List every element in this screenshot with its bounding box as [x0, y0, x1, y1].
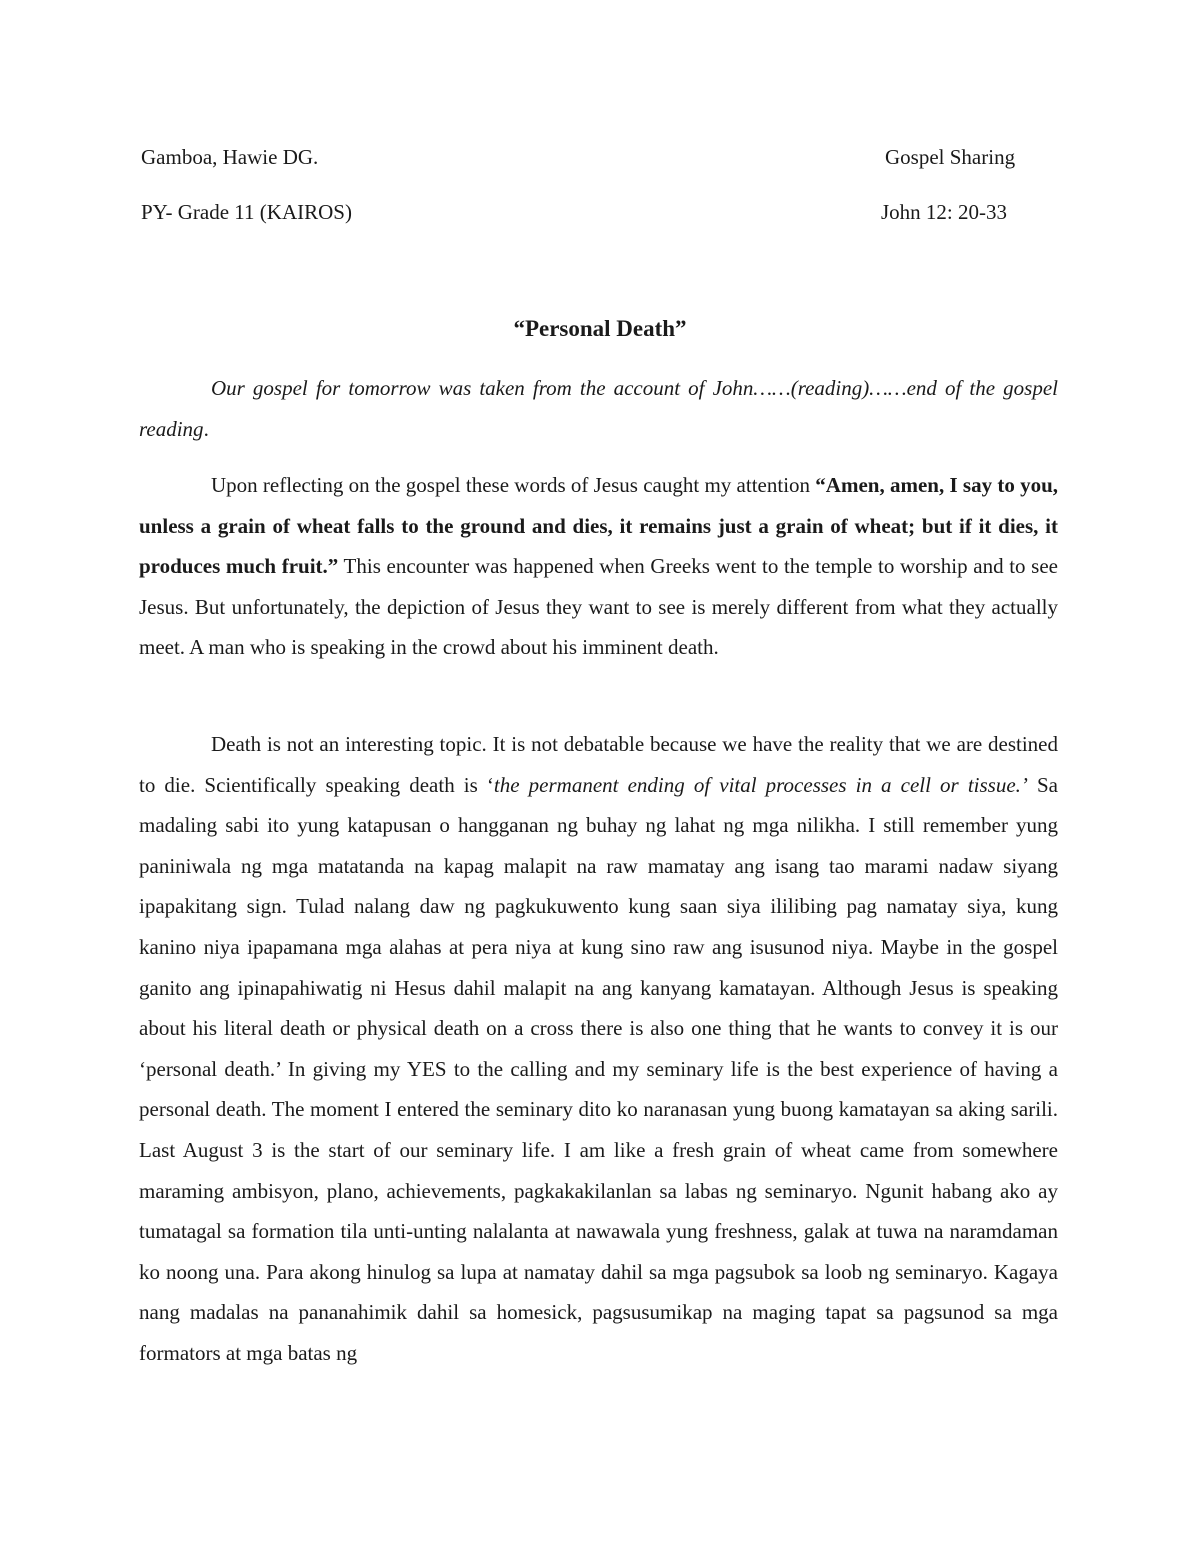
document-type: Gospel Sharing [885, 145, 1016, 169]
scripture-quote: “Amen, amen, I say to you, unless a grain of wheat falls to the ground and dies, it remains just a grain of wheat; but if it dies, it produces much fruit.” [139, 473, 1059, 579]
scripture-reference: John 12: 20-33 [881, 200, 1007, 224]
paragraph-reflection [139, 465, 1058, 668]
gospel-intro-tail: . [203, 416, 209, 441]
reflection-intro: Upon reflecting on the gospel these words of Jesus caught my attention [211, 473, 816, 497]
paragraph-death [139, 724, 1058, 1374]
death-intro: Death is not an interesting topic. It is not debatable because we have the reality that we are destined to die. Scientifically speaking death is ‘ [139, 732, 1058, 797]
paragraph-intro [139, 368, 1058, 449]
class-section: PY- Grade 11 (KAIROS) [141, 200, 352, 224]
document-title: “Personal Death” [513, 316, 687, 341]
gospel-intro-text: Our gospel for tomorrow was taken from the account of John……(reading)……end of the gospel reading [139, 376, 1058, 441]
author-name: Gamboa, Hawie DG. [141, 145, 319, 169]
death-rest: Sa madaling sabi ito yung katapusan o hangganan ng buhay ng lahat ng mga nilikha. I still remember yung paniniwala ng mga matatanda na kapag malapit na raw mamatay ang isang tao marami nadaw siyang ipapakitang sign. Tulad nalang daw ng pagkukuwento kung saan siya ililibing pag namatay siya, kung kanino niya ipapamana mga alahas at pera niya at kung sino raw ang isusunod niya. Maybe in the gospel ganito ang ipinapahiwatig ni Hesus dahil malapit na ang kanyang kamatayan. Although Jesus is speaking about his literal death or physical death on a cross there is also one thing that he wants to convey it is our ‘personal death.’ In giving my YES to the calling and my seminary life is the best experience of having a personal death. The moment I entered the seminary dito ko naranasan yung buong kamatayan sa aking sarili. Last August 3 is the start of our seminary life. I am like a fresh grain of wheat came from somewhere maraming ambisyon, plano, achievements, pagkakakilanlan sa labas ng seminaryo. Ngunit habang ako ay tumatagal sa formation tila unti-unting nalalanta at nawawala yung freshness, galak at tuwa na naramdaman ko noong una. Para akong hinulog sa lupa at namatay dahil sa mga pagsubok sa loob ng seminaryo. Kagaya nang madalas na pananahimik dahil sa homesick, pagsusumikap na maging tapat sa pagsunod sa mga formators at mga batas ng [139, 772, 1059, 1365]
death-definition: the permanent ending of vital processes in a cell or tissue.’ [493, 772, 1028, 797]
reflection-rest: This encounter was happened when Greeks went to the temple to worship and to see Jesus. But unfortunately, the depiction of Jesus they want to see is merely different from what they actually meet. A man who is speaking in the crowd about his imminent death. [139, 554, 1058, 660]
